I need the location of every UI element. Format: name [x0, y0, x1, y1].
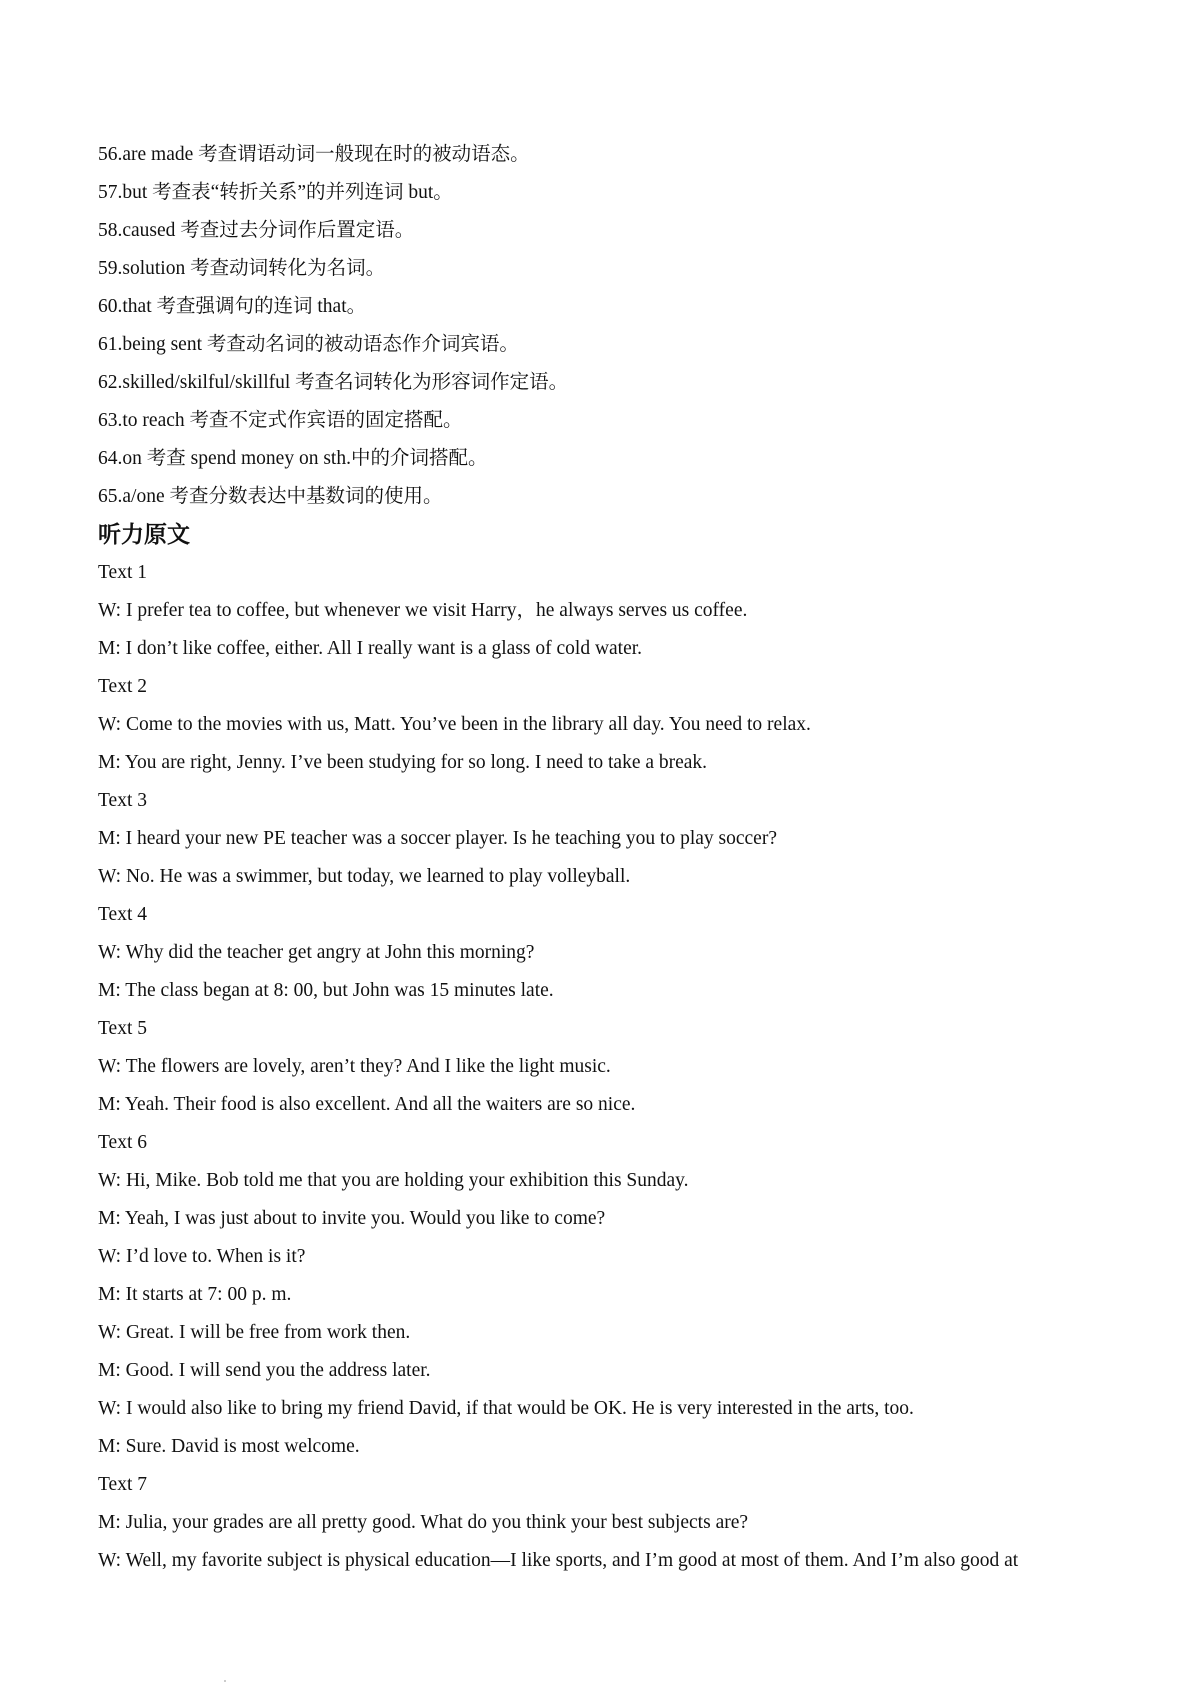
section-heading: 听力原文: [98, 522, 190, 548]
answer-line: 63.to reach 考查不定式作宾语的固定搭配。: [98, 410, 463, 431]
dialogue-line: M: Good. I will send you the address later.: [98, 1360, 431, 1381]
dialogue-line: W: I’d love to. When is it?: [98, 1246, 306, 1267]
page-content: [98, 136, 1158, 1580]
dialogue-line: M: Julia, your grades are all pretty good. What do you think your best subjects are?: [98, 1512, 749, 1533]
dialogue-line: W: Well, my favorite subject is physical education—I like sports, and I’m good at most of them. And I’m also good at: [98, 1550, 1019, 1571]
dialogue-line: M: Yeah. Their food is also excellent. And all the waiters are so nice.: [98, 1094, 636, 1115]
text-label: Text 2: [98, 676, 147, 697]
dialogue-line: W: I prefer tea to coffee, but whenever we visit Harry，he always serves us coffee.: [98, 600, 748, 621]
dialogue-line: W: Great. I will be free from work then.: [98, 1322, 411, 1343]
text-label: Text 1: [98, 562, 147, 583]
dialogue-line: M: The class began at 8: 00, but John was 15 minutes late.: [98, 980, 554, 1001]
dialogue-line: M: Yeah, I was just about to invite you. Would you like to come?: [98, 1208, 606, 1229]
dialogue-line: M: You are right, Jenny. I’ve been studying for so long. I need to take a break.: [98, 752, 708, 773]
dialogue-line: W: The flowers are lovely, aren’t they? And I like the light music.: [98, 1056, 611, 1077]
dialogue-line: M: Sure. David is most welcome.: [98, 1436, 360, 1457]
text-label: Text 3: [98, 790, 147, 811]
text-label: Text 4: [98, 904, 147, 925]
answer-line: 59.solution 考查动词转化为名词。: [98, 258, 386, 279]
answer-line: 61.being sent 考查动名词的被动语态作介词宾语。: [98, 334, 519, 355]
footer-mark: [224, 1680, 226, 1682]
answer-line: 56.are made 考查谓语动词一般现在时的被动语态。: [98, 144, 530, 165]
answer-line: 64.on 考查 spend money on sth.中的介词搭配。: [98, 448, 488, 469]
dialogue-line: M: It starts at 7: 00 p. m.: [98, 1284, 292, 1305]
answer-line: 65.a/one 考查分数表达中基数词的使用。: [98, 486, 443, 507]
dialogue-line: M: I don’t like coffee, either. All I really want is a glass of cold water.: [98, 638, 643, 659]
answer-line: 58.caused 考查过去分词作后置定语。: [98, 220, 415, 241]
dialogue-line: W: I would also like to bring my friend David, if that would be OK. He is very interested in the arts, too.: [98, 1398, 914, 1419]
dialogue-line: W: Hi, Mike. Bob told me that you are holding your exhibition this Sunday.: [98, 1170, 689, 1191]
dialogue-line: W: No. He was a swimmer, but today, we learned to play volleyball.: [98, 866, 631, 887]
text-label: Text 5: [98, 1018, 147, 1039]
answer-line: 62.skilled/skilful/skillful 考查名词转化为形容词作定语。: [98, 372, 569, 393]
text-label: Text 6: [98, 1132, 147, 1153]
answer-line: 60.that 考查强调句的连词 that。: [98, 296, 367, 317]
dialogue-line: W: Come to the movies with us, Matt. You’ve been in the library all day. You need to relax.: [98, 714, 811, 735]
dialogue-line: M: I heard your new PE teacher was a soccer player. Is he teaching you to play soccer?: [98, 828, 777, 849]
text-label: Text 7: [98, 1474, 147, 1495]
dialogue-line: W: Why did the teacher get angry at John this morning?: [98, 942, 535, 963]
answer-line: 57.but 考查表“转折关系”的并列连词 but。: [98, 182, 453, 203]
